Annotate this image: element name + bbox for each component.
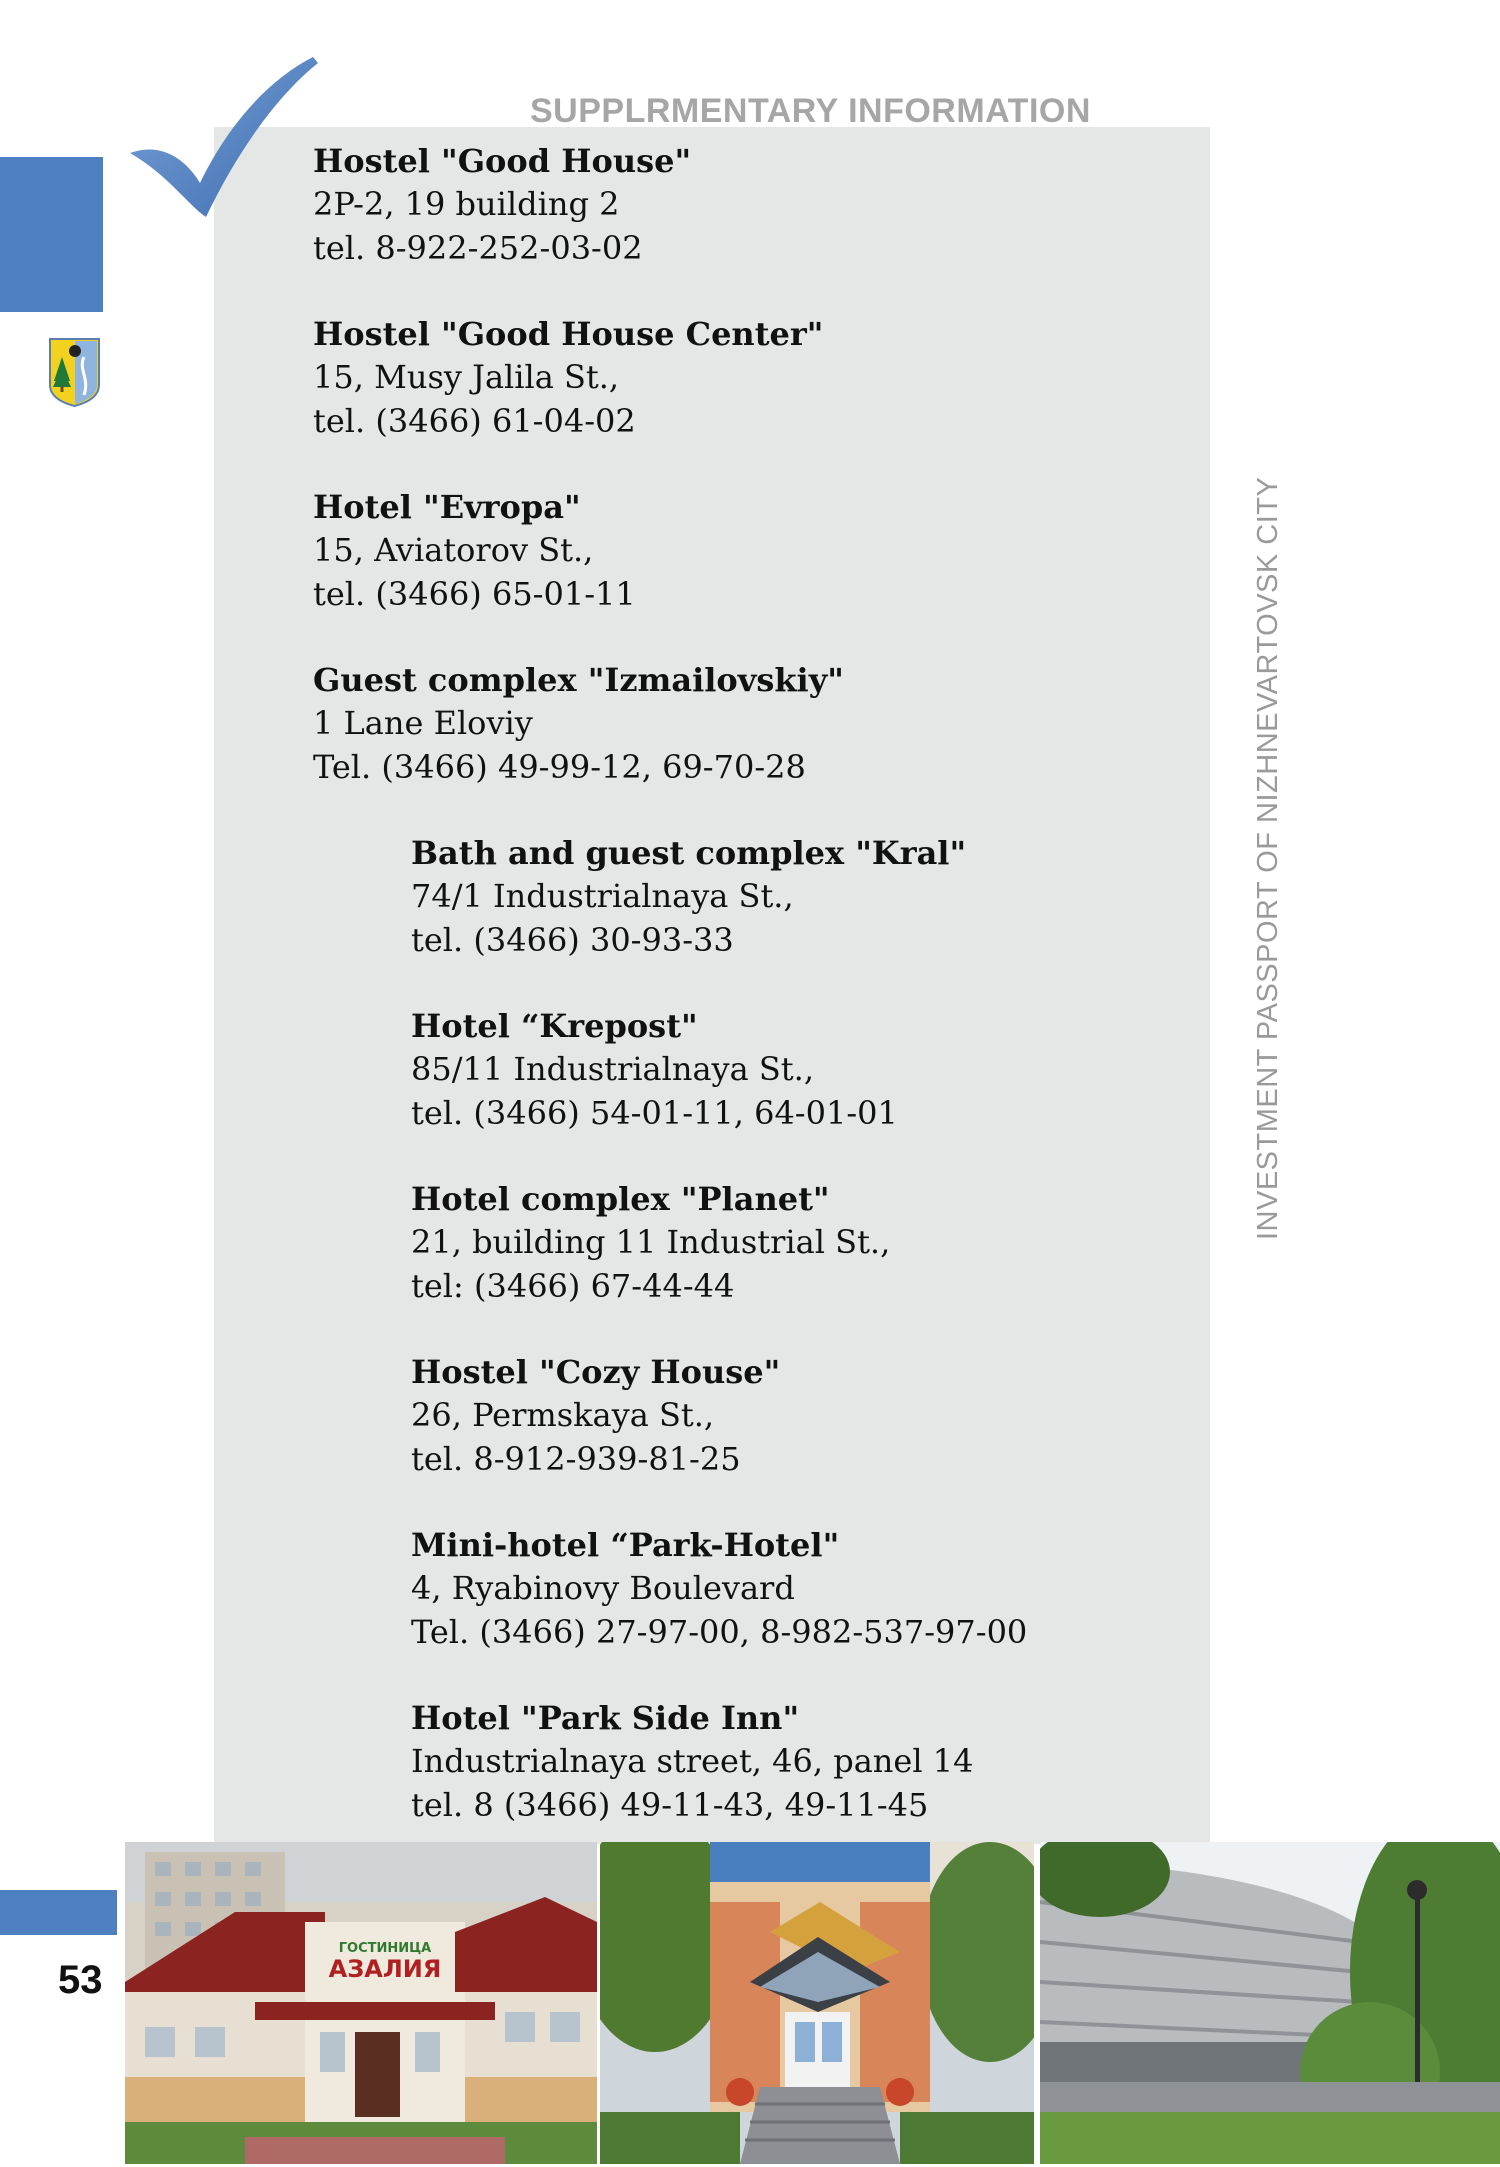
listing-name: Hostel "Good House" (313, 142, 692, 180)
listing-name: Bath and guest complex "Kral" (411, 834, 967, 872)
listing-phone: Tel. (3466) 49-99-12, 69-70-28 (313, 747, 806, 786)
listing-name: Hotel "Park Side Inn" (411, 1699, 800, 1737)
listing-address: 26, Permskaya St., (411, 1396, 715, 1435)
blue-accent-block-top (0, 157, 103, 312)
listing-phone: tel. (3466) 54-01-11, 64-01-01 (411, 1093, 898, 1132)
listing-address: 4, Ryabinovy Boulevard (411, 1569, 795, 1608)
listing-phone: tel. 8-912-939-81-25 (411, 1439, 741, 1478)
listing-address: 2P-2, 19 building 2 (313, 185, 620, 224)
listing-address: 74/1 Industrialnaya St., (411, 877, 794, 916)
side-vertical-title: INVESTMENT PASSPORT OF NIZHNEVARTOVSK CITY (1252, 476, 1284, 1240)
listing-address: 21, building 11 Industrial St., (411, 1223, 891, 1262)
listing-entry (411, 1005, 898, 1135)
page-number: 53 (58, 1958, 103, 2002)
listing-name: Hotel complex "Planet" (411, 1180, 830, 1218)
listing-phone: Tel. (3466) 27-97-00, 8-982-537-97-00 (411, 1612, 1028, 1651)
listing-name: Hotel "Evropa" (313, 488, 581, 526)
listing-entry (411, 832, 966, 962)
listing-address: 85/11 Industrialnaya St., (411, 1050, 814, 1089)
photo-sign-top: ГОСТИНИЦА (338, 1941, 432, 1956)
listing-name: Hostel "Cozy House" (411, 1353, 781, 1391)
listing-phone: tel. (3466) 61-04-02 (313, 401, 636, 440)
photo-hotel-entrance (600, 1842, 1034, 2164)
listing-address: 15, Aviatorov St., (313, 531, 594, 570)
checkmark-icon (128, 55, 318, 220)
listing-phone: tel. (3466) 30-93-33 (411, 920, 734, 959)
photo-hotel-azalea (125, 1842, 597, 2164)
photo-hotel-curved-building (1040, 1842, 1500, 2164)
listing-entry (313, 313, 823, 443)
listing-phone: tel: (3466) 67-44-44 (411, 1266, 735, 1305)
listing-name: Guest complex "Izmailovskiy" (313, 661, 844, 699)
listing-entry (313, 486, 636, 616)
listing-phone: tel. 8 (3466) 49-11-43, 49-11-45 (411, 1785, 929, 1824)
listing-address: Industrialnaya street, 46, panel 14 (411, 1742, 974, 1781)
listing-name: Hostel "Good House Center" (313, 315, 824, 353)
city-emblem-icon (48, 337, 101, 407)
listing-entry (411, 1697, 973, 1827)
blue-accent-block-bottom (0, 1890, 117, 1935)
listing-entry (313, 659, 844, 789)
listing-entry (411, 1178, 890, 1308)
listing-entry (411, 1351, 780, 1481)
listing-name: Hotel “Krepost" (411, 1007, 698, 1045)
listing-address: 1 Lane Eloviy (313, 704, 533, 743)
section-header-title: SUPPLRMENTARY INFORMATION (530, 92, 1091, 130)
listing-entry (313, 140, 691, 270)
listing-name: Mini-hotel “Park-Hotel" (411, 1526, 840, 1564)
listing-phone: tel. (3466) 65-01-11 (313, 574, 636, 613)
photo-sign-main: АЗАЛИЯ (328, 1955, 442, 1983)
listing-phone: tel. 8-922-252-03-02 (313, 228, 643, 267)
listing-address: 15, Musy Jalila St., (313, 358, 620, 397)
listing-entry (411, 1524, 1027, 1654)
